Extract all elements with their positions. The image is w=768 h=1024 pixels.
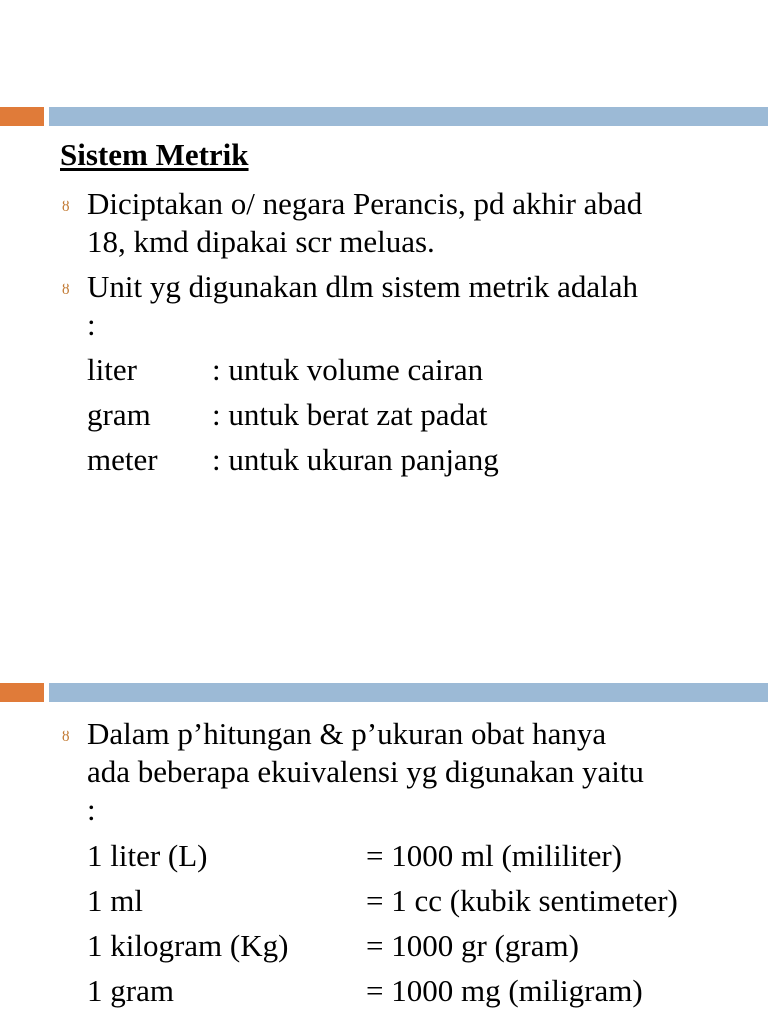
bullet-icon: ȣ bbox=[62, 282, 70, 298]
bullet-text-continued: : bbox=[87, 307, 96, 342]
bullet-text-continued: 18, kmd dipakai scr meluas. bbox=[87, 224, 435, 259]
bullet-text: Dalam p’hitungan & p’ukuran obat hanya bbox=[87, 716, 607, 751]
unit-description: : untuk ukuran panjang bbox=[212, 442, 499, 477]
equivalence-rhs: = 1000 gr (gram) bbox=[366, 928, 579, 963]
equivalence-lhs: 1 liter (L) bbox=[87, 838, 208, 873]
header-bar-blue-block bbox=[49, 107, 768, 126]
bullet-icon: ȣ bbox=[62, 199, 70, 215]
unit-name: meter bbox=[87, 442, 158, 477]
bullet-text: Diciptakan o/ negara Perancis, pd akhir abad bbox=[87, 186, 643, 221]
bullet-icon: ȣ bbox=[62, 729, 70, 745]
bullet-text-continued: : bbox=[87, 792, 96, 827]
bullet-text-continued: ada beberapa ekuivalensi yg digunakan yaitu bbox=[87, 754, 644, 789]
unit-name: liter bbox=[87, 352, 137, 387]
header-bar-2 bbox=[0, 683, 768, 702]
unit-description: : untuk berat zat padat bbox=[212, 397, 488, 432]
header-bar-blue-block bbox=[49, 683, 768, 702]
equivalence-lhs: 1 ml bbox=[87, 883, 143, 918]
header-bar-1 bbox=[0, 107, 768, 126]
slide-title: Sistem Metrik bbox=[60, 137, 249, 172]
equivalence-lhs: 1 gram bbox=[87, 973, 174, 1008]
equivalence-rhs: = 1000 ml (mililiter) bbox=[366, 838, 622, 873]
header-bar-orange-block bbox=[0, 107, 44, 126]
unit-name: gram bbox=[87, 397, 151, 432]
unit-description: : untuk volume cairan bbox=[212, 352, 484, 387]
header-bar-orange-block bbox=[0, 683, 44, 702]
bullet-text: Unit yg digunakan dlm sistem metrik adalah bbox=[87, 269, 639, 304]
equivalence-lhs: 1 kilogram (Kg) bbox=[87, 928, 289, 963]
equivalence-rhs: = 1 cc (kubik sentimeter) bbox=[366, 883, 678, 918]
equivalence-rhs: = 1000 mg (miligram) bbox=[366, 973, 643, 1008]
